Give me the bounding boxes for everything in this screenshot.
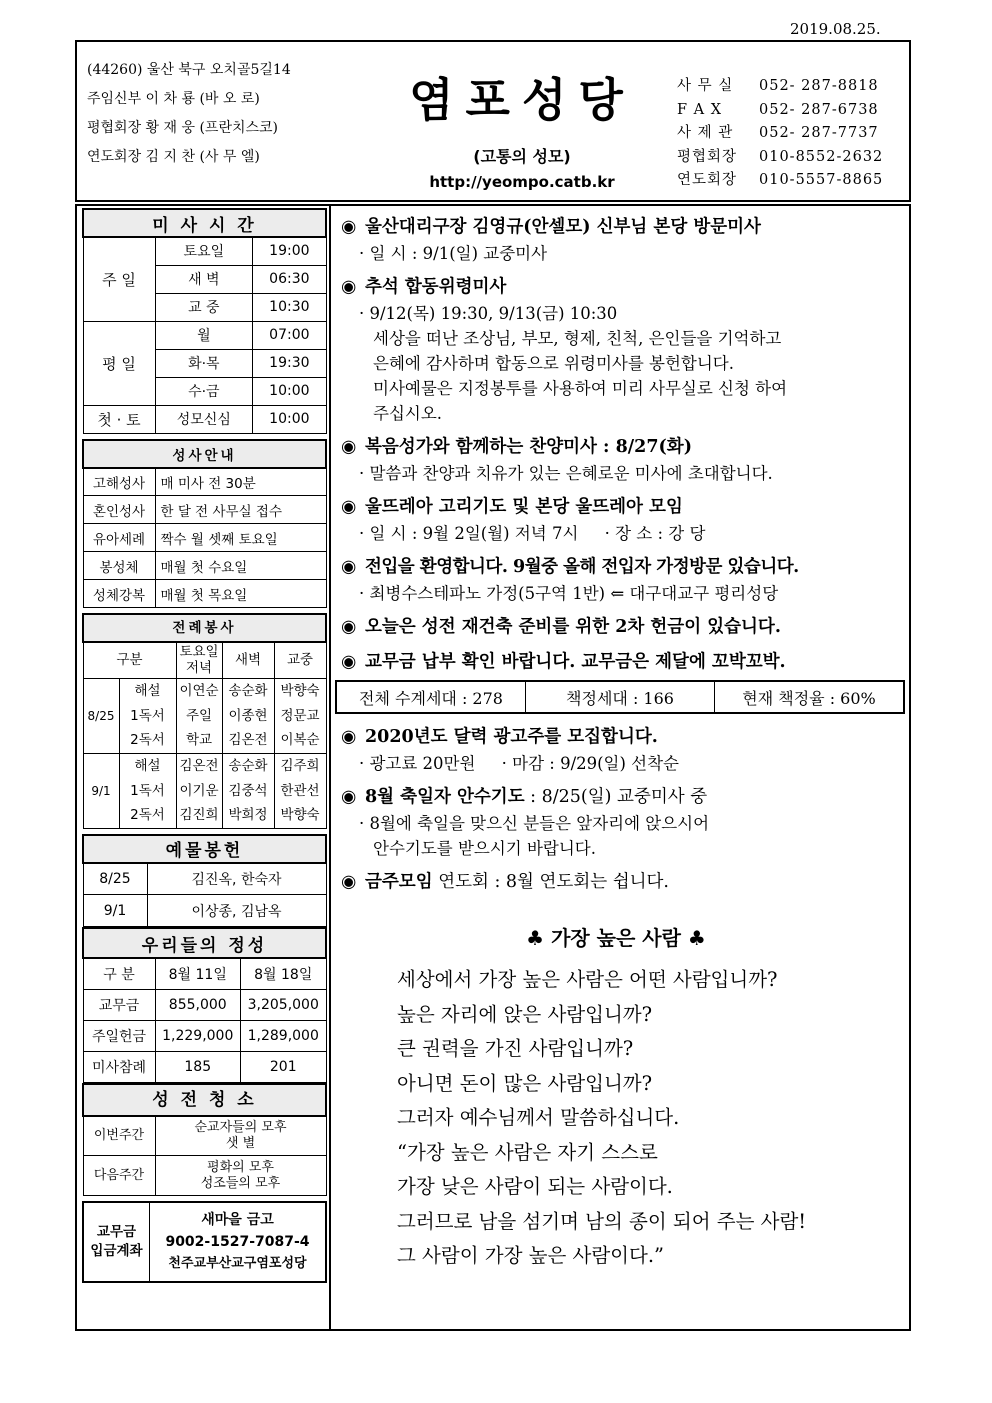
mass-times-title: 미 사 시 간 (83, 209, 326, 237)
contact-row: 사 무 실 052- 287-8818 (677, 78, 879, 94)
table-row: 2독서 김진희 박희정 박향숙 (83, 803, 326, 828)
table-row: 9/1 이상종, 김남옥 (83, 895, 326, 927)
tithe-stats-box (335, 680, 905, 714)
table-row: 주일헌금 1,229,000 1,289,000 (83, 1020, 326, 1051)
notice-item: ◉ 금주모임 연도회 : 8월 연도회는 쉽니다. (341, 869, 911, 896)
donations-title: 우리들의 정성 (83, 928, 326, 958)
contact-row: 연도회장 010-5557-8865 (677, 172, 884, 188)
table-row: 1독서 이기운 김중석 한관선 (83, 778, 326, 803)
council-president: 평협회장 황 재 웅 (프란치스코) (87, 120, 279, 136)
parish-title: 염포성당 (409, 73, 635, 127)
bulletin-date: 2019.08.25. (790, 20, 881, 38)
sunday-label: 주 일 (83, 237, 155, 321)
table-row: 8/25 해설 이연순 송순화 박향숙 (83, 678, 326, 703)
table-row: 혼인성사 한 달 전 사무실 접수 (83, 496, 326, 524)
table-row: 고해성사 매 미사 전 30분 (83, 468, 326, 496)
weekday-label: 평 일 (83, 321, 155, 405)
liturgy-table: 전례봉사 구분 토요일 저녁 새벽 교중 8/25 해설 이연순 송순화 박향숙 1독서 주일 이종현 정문교 2독서 학교 김온전 이복순 9/1 해설 김온전 송순화 김주희 1독서 이기운 김중석 한관선 2독서 김진희 박희정 박향숙 (82, 613, 327, 829)
sacraments-title: 성사안내 (83, 440, 326, 468)
bullet-icon: ◉ (341, 437, 357, 457)
parish-url[interactable]: http://yeompo.catb.kr (429, 173, 615, 191)
notice-item: ◉ 전입을 환영합니다. 9월중 올해 전입자 가정방문 있습니다. · 최병수스테파노 가정(5구역 1반) ⇐ 대구대교구 평리성당 (341, 554, 911, 606)
prayer-president: 연도회장 김 지 찬 (사 무 엘) (87, 149, 260, 165)
table-row: 성체강복 매월 첫 목요일 (83, 580, 326, 608)
offering-table (82, 834, 327, 928)
table-row: 봉성체 매월 첫 수요일 (83, 552, 326, 580)
notice-item: ◉ 복음성가와 함께하는 찬양미사 : 8/27(화) · 말씀과 찬양과 치유가 있는 은혜로운 미사에 초대합니다. (341, 434, 911, 486)
liturgy-title: 전례봉사 (83, 614, 326, 642)
sacraments-table (82, 439, 327, 609)
notice-item: ◉ 오늘은 성전 재건축 준비를 위한 2차 헌금이 있습니다. (341, 614, 911, 641)
notice-item: ◉ 교무금 납부 확인 바랍니다. 교무금은 제달에 꼬박꼬박. (341, 649, 911, 676)
pastor: 주임신부 이 차 룡 (바 오 로) (87, 91, 260, 107)
notice-item: ◉ 추석 합동위령미사 · 9/12(목) 19:30, 9/13(금) 10:30 세상을 떠난 조상님, 부모, 형제, 친척, 은인들을 기억하고 은혜에 감사하며 합동으로 위령미사를 봉헌합니다. 미사예물은 지정봉투를 사용하여 미리 사무실로 신청 하여 주십시오. (341, 274, 911, 426)
bullet-icon: ◉ (341, 787, 357, 807)
table-row: 2독서 학교 김온전 이복순 (83, 728, 326, 753)
donations-table: 우리들의 정성 구 분 8월 11일 8월 18일 교무금 855,000 3,205,000 주일헌금 1,229,000 1,289,000 미사참례 185 201 (82, 927, 327, 1083)
notice-item: ◉ 2020년도 달력 광고주를 모집합니다. · 광고료 20만원 · 마감 : 9/29(일) 선착순 (341, 724, 911, 776)
offering-title: 예물봉헌 (83, 835, 326, 863)
sidebar (82, 208, 327, 1283)
account-number: 9002-1527-7087-4 (165, 1234, 310, 1250)
pledge-rate: 현재 책정율 : 60% (714, 682, 903, 712)
notice-item: ◉ 울산대리구장 김영규(안셀모) 신부님 본당 방문미사 · 일 시 : 9/1(일) 교중미사 (341, 214, 911, 266)
bullet-icon: ◉ (341, 217, 357, 237)
table-row: 이번주간 순교자들의 모후 샛 별 (83, 1116, 326, 1156)
parish-title-block (397, 42, 647, 191)
column-divider (329, 206, 331, 1329)
main-content-box (75, 204, 911, 1331)
poem-body: 세상에서 가장 높은 사람은 어떤 사람입니까? 높은 자리에 앉은 사람입니까? 큰 권력을 가진 사람입니까? 아니면 돈이 많은 사람입니까? 그러자 예수님께서 말씀하십니다. “가장 높은 사람은 자기 스스로 가장 낮은 사람이 되는 사람이다. 그러므로 남을 섬기며 남의 종이 되어 주는 사람! 그 사람이 가장 높은 사람이다.” (397, 968, 807, 1267)
bullet-icon: ◉ (341, 557, 356, 577)
cleaning-table (82, 1083, 327, 1197)
bullet-icon: ◉ (341, 652, 357, 672)
bullet-icon: ◉ (341, 727, 357, 747)
table-row: 유아세례 짝수 월 셋째 토요일 (83, 524, 326, 552)
table-row: 다음주간 평화의 모후 성조들의 모후 (83, 1156, 326, 1196)
table-row: 1독서 주일 이종현 정문교 (83, 703, 326, 728)
contact-row: 평협회장 010-8552-2632 (677, 148, 884, 165)
table-row: 미사참례 185 201 (83, 1051, 326, 1082)
bullet-icon: ◉ (341, 617, 357, 637)
bullet-icon: ◉ (341, 872, 357, 892)
table-row: 8/25 김진옥, 한숙자 (83, 863, 326, 895)
table-row: 교무금 855,000 3,205,000 (83, 989, 326, 1020)
bullet-icon: ◉ (341, 497, 357, 517)
poem-title: ♣ 가장 높은 사람 ♣ (526, 926, 706, 950)
parish-subtitle: (고통의 성모) (473, 147, 571, 166)
address: (44260) 울산 북구 오치골5길14 (87, 62, 291, 78)
notices-column (341, 214, 911, 1274)
first-saturday-label: 첫 · 토 (83, 405, 155, 433)
donation-account-box: 교무금 입금계좌 새마을 금고 9002-1527-7087-4 천주교부산교구염포성당 (82, 1201, 327, 1283)
bullet-icon: ◉ (341, 277, 357, 297)
notice-item: ◉ 울뜨레아 고리기도 및 본당 울뜨레아 모임 · 일 시 : 9월 2일(월) 저녁 7시 · 장 소 : 강 당 (341, 494, 911, 546)
bank-name: 새마을 금고 (201, 1212, 274, 1228)
notice-item: ◉ 8월 축일자 안수기도 : 8/25(일) 교중미사 중 · 8월에 축일을 맞으신 분들은 앞자리에 앉으시어 안수기도를 받으시기 바랍니다. (341, 784, 911, 861)
bulletin-header (75, 40, 911, 202)
contact-list (677, 75, 883, 193)
parish-info (87, 56, 291, 172)
pledged-households: 책정세대 : 166 (525, 682, 714, 712)
contact-row: F A X 052- 287-6738 (677, 101, 879, 118)
mass-times-table: 미 사 시 간 주 일 토요일 19:00 새 벽 06:30 교 중 10:30 평 일 월 07:00 화·목 19:30 수·금 10:00 첫 · 토 성모신심 10:00 (82, 208, 327, 434)
contact-row: 사 제 관 052- 287-7737 (677, 125, 879, 141)
account-holder: 천주교부산교구염포성당 (168, 1256, 307, 1271)
total-households: 전체 수계세대 : 278 (359, 688, 503, 708)
table-row: 9/1 해설 김온전 송순화 김주희 (83, 753, 326, 778)
cleaning-title: 성 전 청 소 (83, 1084, 326, 1116)
